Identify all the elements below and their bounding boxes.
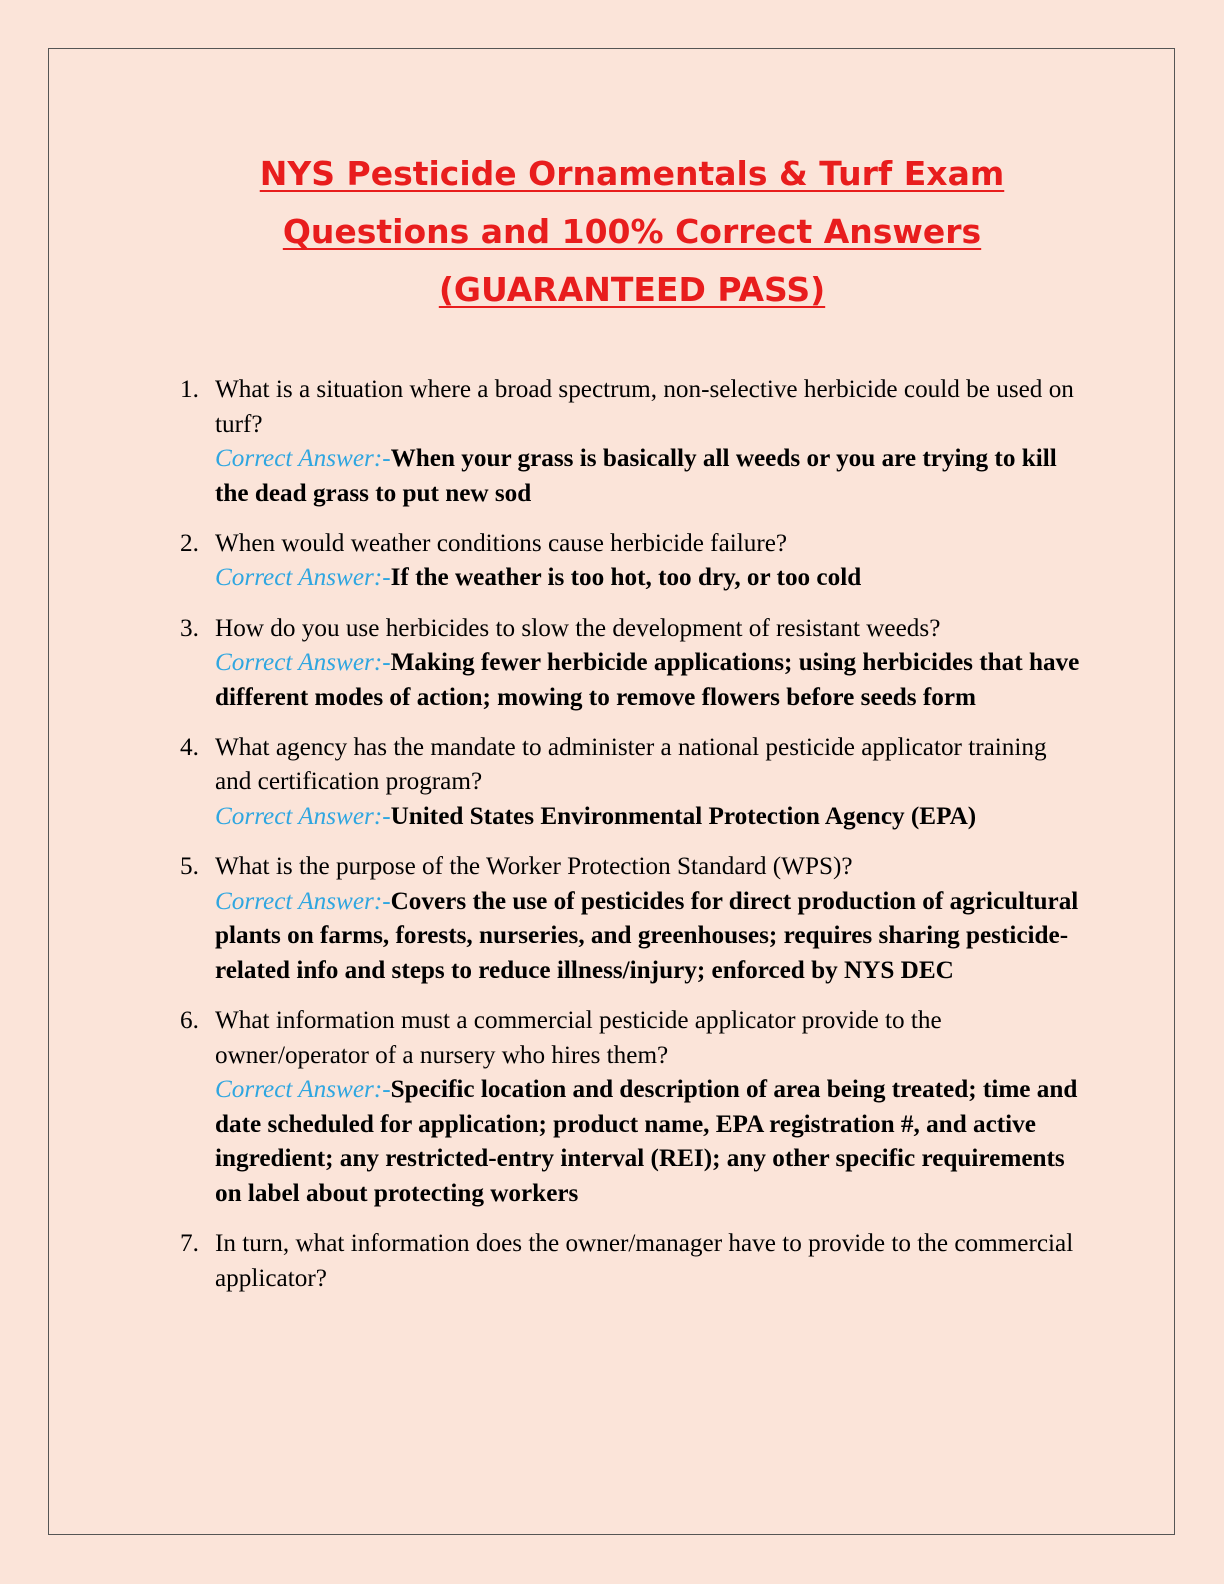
question-number: 4. [180,733,199,761]
answer-text: If the weather is too hot, too dry, or too cold [390,564,862,592]
question-item-7 [180,1227,1080,1296]
answer-text: Making fewer herbicide applications; using herbicides that have different modes of action; mowing to remove flowers before seeds form [215,649,1080,711]
title-line-2 [0,203,1224,261]
question-text: What agency has the mandate to administer a national pesticide applicator training and certification program? [215,733,1047,796]
question-number: 3. [180,614,199,642]
answer-label: Correct Answer:- [215,887,391,915]
question-text: How do you use herbicides to slow the development of resistant weeds? [215,614,941,642]
answer-label: Correct Answer:- [215,1076,391,1104]
answer-text: Specific location and description of area being treated; time and date scheduled for application; product name, EPA registration #, and active ingredient; any restricted-entry interval (REI); any other specific requirements on label about protecting workers [215,1076,1078,1207]
question-text: What is the purpose of the Worker Protection Standard (WPS)? [215,853,853,881]
question-item-6 [180,1004,1080,1212]
question-text: What is a situation where a broad spectrum, non-selective herbicide could be used on turf? [215,376,1074,438]
question-item-4 [180,731,1080,835]
question-item-5 [180,850,1080,988]
title-line-1-text: NYS Pesticide Ornamentals & Turf Exam [259,154,1005,193]
answer-label: Correct Answer:- [215,564,391,592]
question-item-1 [180,373,1080,511]
title-line-1 [0,145,1224,203]
answer-text: When your grass is basically all weeds or you are trying to kill the dead grass to put new sod [215,445,1057,507]
question-number: 2. [180,529,199,557]
question-number: 6. [180,1007,199,1034]
question-number: 7. [180,1230,199,1258]
question-text: When would weather conditions cause herbicide failure? [215,529,788,557]
question-item-3 [180,612,1080,716]
question-item-2 [180,527,1080,596]
answer-label: Correct Answer:- [215,649,391,677]
question-text: What information must a commercial pesticide applicator provide to the owner/operator of a nursery who hires them? [215,1007,942,1069]
title-line-2-text: Questions and 100% Correct Answers [282,212,982,251]
question-text: In turn, what information does the owner/manager have to provide to the commercial applicator? [215,1230,1074,1292]
question-list [180,373,1080,1312]
question-number: 1. [180,376,199,403]
answer-text: United States Environmental Protection Agency (EPA) [390,803,977,831]
title-line-3-text: (GUARANTEED PASS) [438,270,826,309]
answer-label: Correct Answer:- [215,803,391,831]
answer-text: Covers the use of pesticides for direct production of agricultural plants on farms, forests, nurseries, and greenhouses; requires sharing pesticide-related info and steps to reduce illness/injury; enforced by NYS DEC [215,887,1079,984]
question-number: 5. [180,853,199,881]
document-title [0,145,1224,319]
title-line-3 [0,261,1224,319]
answer-label: Correct Answer:- [215,445,391,473]
